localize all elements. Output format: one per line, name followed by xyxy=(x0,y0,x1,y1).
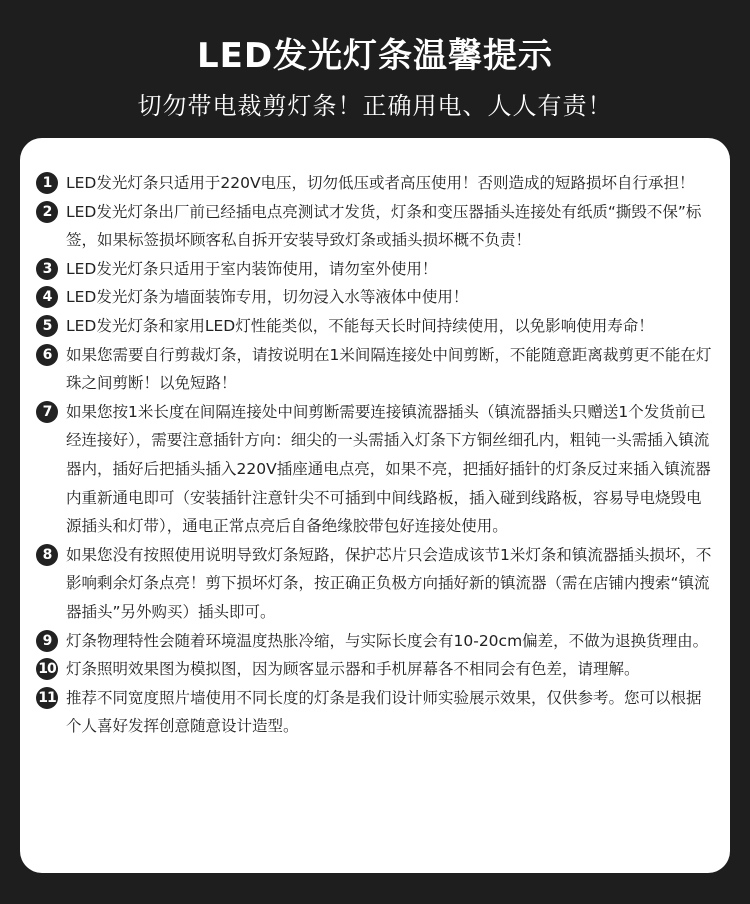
notice-card xyxy=(20,138,730,873)
page-title: LED发光灯条温馨提示 xyxy=(196,36,554,76)
number-badge-icon: 1 xyxy=(36,172,58,194)
notice-text: LED发光灯条出厂前已经插电点亮测试才发货，灯条和变压器插头连接处有纸质“撕毁不保”标签，如果标签损坏顾客私自拆开安装导致灯条或插头损坏概不负责！ xyxy=(66,202,702,250)
notice-item xyxy=(36,341,716,398)
notice-item xyxy=(36,283,716,312)
page-subtitle: 切勿带电裁剪灯条！正确用电、人人有责！ xyxy=(137,92,613,120)
notice-item xyxy=(36,627,716,656)
notice-item xyxy=(36,684,716,741)
number-badge-icon: 11 xyxy=(36,687,58,709)
notice-item xyxy=(36,312,716,341)
notice-text: 灯条照明效果图为模拟图，因为顾客显示器和手机屏幕各不相同会有色差，请理解。 xyxy=(66,660,640,679)
number-badge-icon: 9 xyxy=(36,630,58,652)
notice-list xyxy=(36,169,716,741)
notice-text: LED发光灯条和家用LED灯性能类似，不能每天长时间持续使用，以免影响使用寿命！ xyxy=(66,316,654,335)
number-badge-icon: 7 xyxy=(36,401,58,423)
notice-text: 推荐不同宽度照片墙使用不同长度的灯条是我们设计师实验展示效果，仅供参考。您可以根据个人喜好发挥创意随意设计造型。 xyxy=(66,688,702,736)
notice-item xyxy=(36,169,716,198)
notice-text: 如果您没有按照使用说明导致灯条短路，保护芯片只会造成该节1米灯条和镇流器插头损坏，不影响剩余灯条点亮！剪下损坏灯条，按正确正负极方向插好新的镇流器（需在店铺内搜索“镇流器插头”另外购买）插头即可。 xyxy=(66,545,712,621)
notice-text: LED发光灯条只适用于室内装饰使用，请勿室外使用！ xyxy=(66,259,438,278)
notice-text: 如果您按1米长度在间隔连接处中间剪断需要连接镇流器插头（镇流器插头只赠送1个发货前已经连接好），需要注意插针方向：细尖的一头需插入灯条下方铜丝细孔内，粗钝一头需插入镇流器内，插好后把插头插入220V插座通电点亮，如果不亮，把插好插针的灯条反过来插入镇流器内重新通电即可（安装插针注意针尖不可插到中间线路板，插入碰到线路板，容易导电烧毁电源插头和灯带），通电正常点亮后自备绝缘胶带包好连接处使用。 xyxy=(66,402,711,536)
notice-item xyxy=(36,541,716,627)
notice-text: LED发光灯条只适用于220V电压，切勿低压或者高压使用！否则造成的短路损坏自行承担！ xyxy=(66,174,695,192)
notice-item xyxy=(36,255,716,284)
notice-item xyxy=(36,198,716,255)
number-badge-icon: 8 xyxy=(36,544,58,566)
number-badge-icon: 6 xyxy=(36,344,58,366)
number-badge-icon: 10 xyxy=(36,658,58,680)
number-badge-icon: 3 xyxy=(36,258,58,280)
notice-text: LED发光灯条为墙面装饰专用，切勿浸入水等液体中使用！ xyxy=(66,288,469,307)
notice-text: 如果您需要自行剪裁灯条，请按说明在1米间隔连接处中间剪断，不能随意距离裁剪更不能在灯珠之间剪断！以免短路！ xyxy=(66,345,712,393)
notice-text: 灯条物理特性会随着环境温度热胀冷缩，与实际长度会有10-20cm偏差，不做为退换货理由。 xyxy=(66,631,709,650)
notice-item xyxy=(36,398,716,541)
number-badge-icon: 2 xyxy=(36,201,58,223)
number-badge-icon: 4 xyxy=(36,286,58,308)
number-badge-icon: 5 xyxy=(36,315,58,337)
notice-item xyxy=(36,655,716,684)
